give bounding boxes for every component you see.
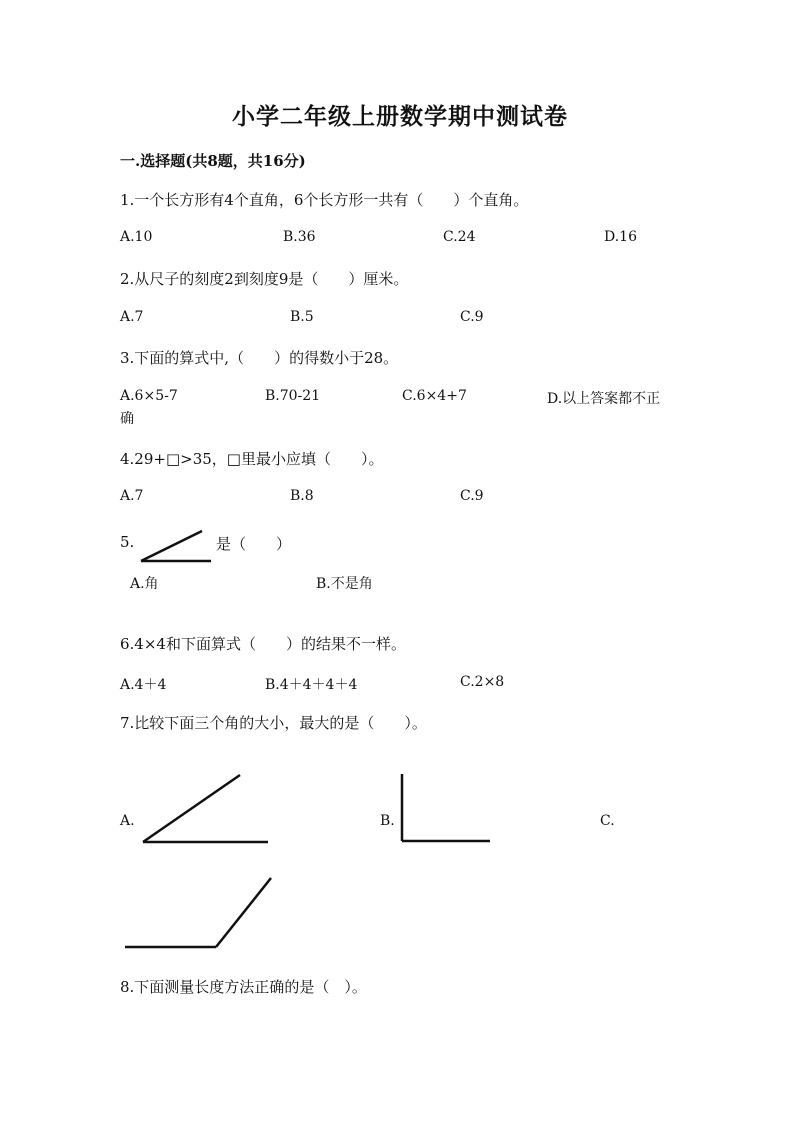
question-7-angle-b-figure [398,771,494,845]
question-3-option-d-continuation: 确 [120,411,134,427]
question-7-angle-a-figure [140,772,272,846]
question-4-text: 4.29+□>35，□里最小应填（ ）。 [120,450,384,468]
question-6-option-c: C.2×8 [460,674,505,690]
question-2-option-c: C.9 [460,309,484,325]
question-3-text: 3.下面的算式中,（ ）的得数小于28。 [120,349,399,367]
question-6-text: 6.4×4和下面算式（ ）的结果不一样。 [120,635,406,653]
question-8-text: 8.下面测量长度方法正确的是（ ）。 [120,978,367,996]
question-4-option-c: C.9 [460,488,484,504]
question-6-option-a: A.4＋4 [120,677,167,693]
question-1-option-b: B.36 [283,229,316,245]
question-1-option-a: A.10 [120,229,153,245]
question-2-text: 2.从尺子的刻度2到刻度9是（ ）厘米。 [120,270,409,288]
section-heading: 一.选择题(共8题，共16分) [120,152,306,170]
question-3-option-d: D.以上答案都不正 [547,391,661,407]
page-title: 小学二年级上册数学期中测试卷 [232,103,568,130]
question-7-angle-c-figure [122,875,274,951]
question-5-suffix: 是（ ） [216,535,292,553]
question-7-option-b: B. [380,813,395,829]
question-5-angle-figure [138,528,214,564]
question-5-number: 5. [120,533,135,551]
question-5-option-a: A.角 [130,576,159,592]
question-1-option-c: C.24 [443,229,476,245]
question-3-option-c: C.6×4+7 [402,388,467,404]
question-2-option-b: B.5 [290,309,314,325]
question-5-option-b: B.不是角 [316,576,373,592]
question-7-option-a: A. [120,813,135,829]
question-6-option-b: B.4＋4＋4＋4 [265,677,358,693]
question-7-text: 7.比较下面三个角的大小，最大的是（ ）。 [120,714,427,732]
question-1-text: 1.一个长方形有4个直角，6个长方形一共有（ ）个直角。 [120,191,529,209]
question-2-option-a: A.7 [120,309,144,325]
question-1-option-d: D.16 [604,229,637,245]
question-7-option-c: C. [600,813,615,829]
question-3-option-b: B.70-21 [265,388,321,404]
question-4-option-b: B.8 [290,488,314,504]
question-4-option-a: A.7 [120,488,144,504]
question-3-option-a: A.6×5-7 [120,388,178,404]
